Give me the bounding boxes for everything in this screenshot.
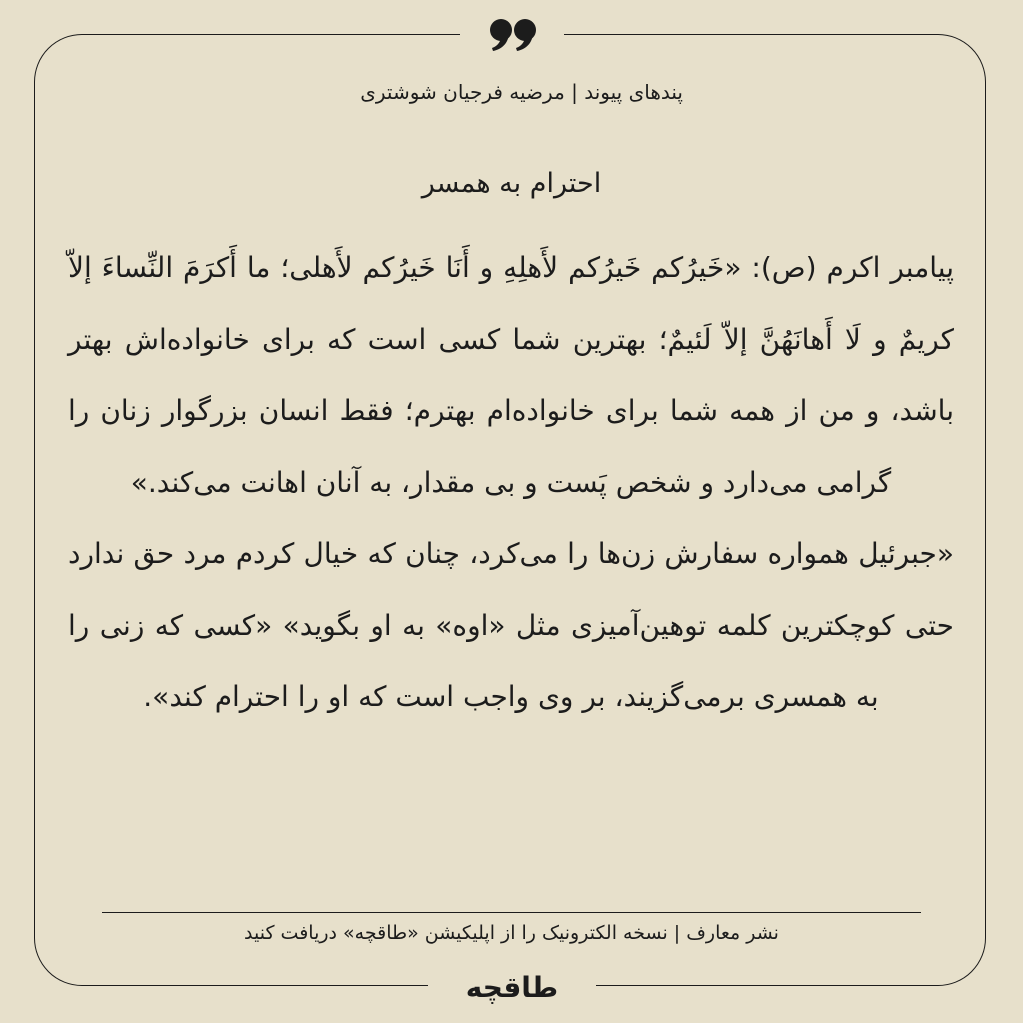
hadith-paragraph: پیامبر اکرم (ص): «خَیرُکم خَیرُکم لأَهلِهِ و أَنَا خَیرُکم لأَهلی؛ ما أَکرَمَ النِّساءَ إلاّ کریمٌ و لَا أَهانَهُنَّ إلاّ لَئیمٌ؛ بهترین شما کسی است که برای خانواده‌اش بهتر باشد، و من از همه شما برای خانواده‌ام بهترم؛ فقط انسان بزرگوار زنان را گرامی می‌دارد و شخص پَست و بی مقدار، به آنان اهانت می‌کند.» (68, 251, 954, 499)
footer-divider (102, 912, 921, 913)
brand-logo-container (428, 970, 596, 1004)
source-credit: پندهای پیوند | مرضیه فرجیان شوشتری (360, 80, 683, 104)
quote-icon (487, 18, 537, 52)
quote-mark-container (460, 20, 564, 50)
article-body (68, 232, 954, 733)
footer-text: نشر معارف | نسخه الکترونیک را از اپلیکیشن «طاقچه» دریافت کنید (244, 922, 779, 944)
quote-paragraph: «جبرئیل همواره سفارش زن‌ها را می‌کرد، چنان که خیال کردم مرد حق ندارد حتی کوچکترین کلمه توهین‌آمیزی مثل «اوه» به او بگوید» «کسی که زنی را به همسری برمی‌گزیند، بر وی واجب است که او را احترام کند». (68, 537, 954, 713)
article-title: احترام به همسر (421, 168, 602, 199)
taaghche-logo: طاقچه (465, 970, 559, 1004)
